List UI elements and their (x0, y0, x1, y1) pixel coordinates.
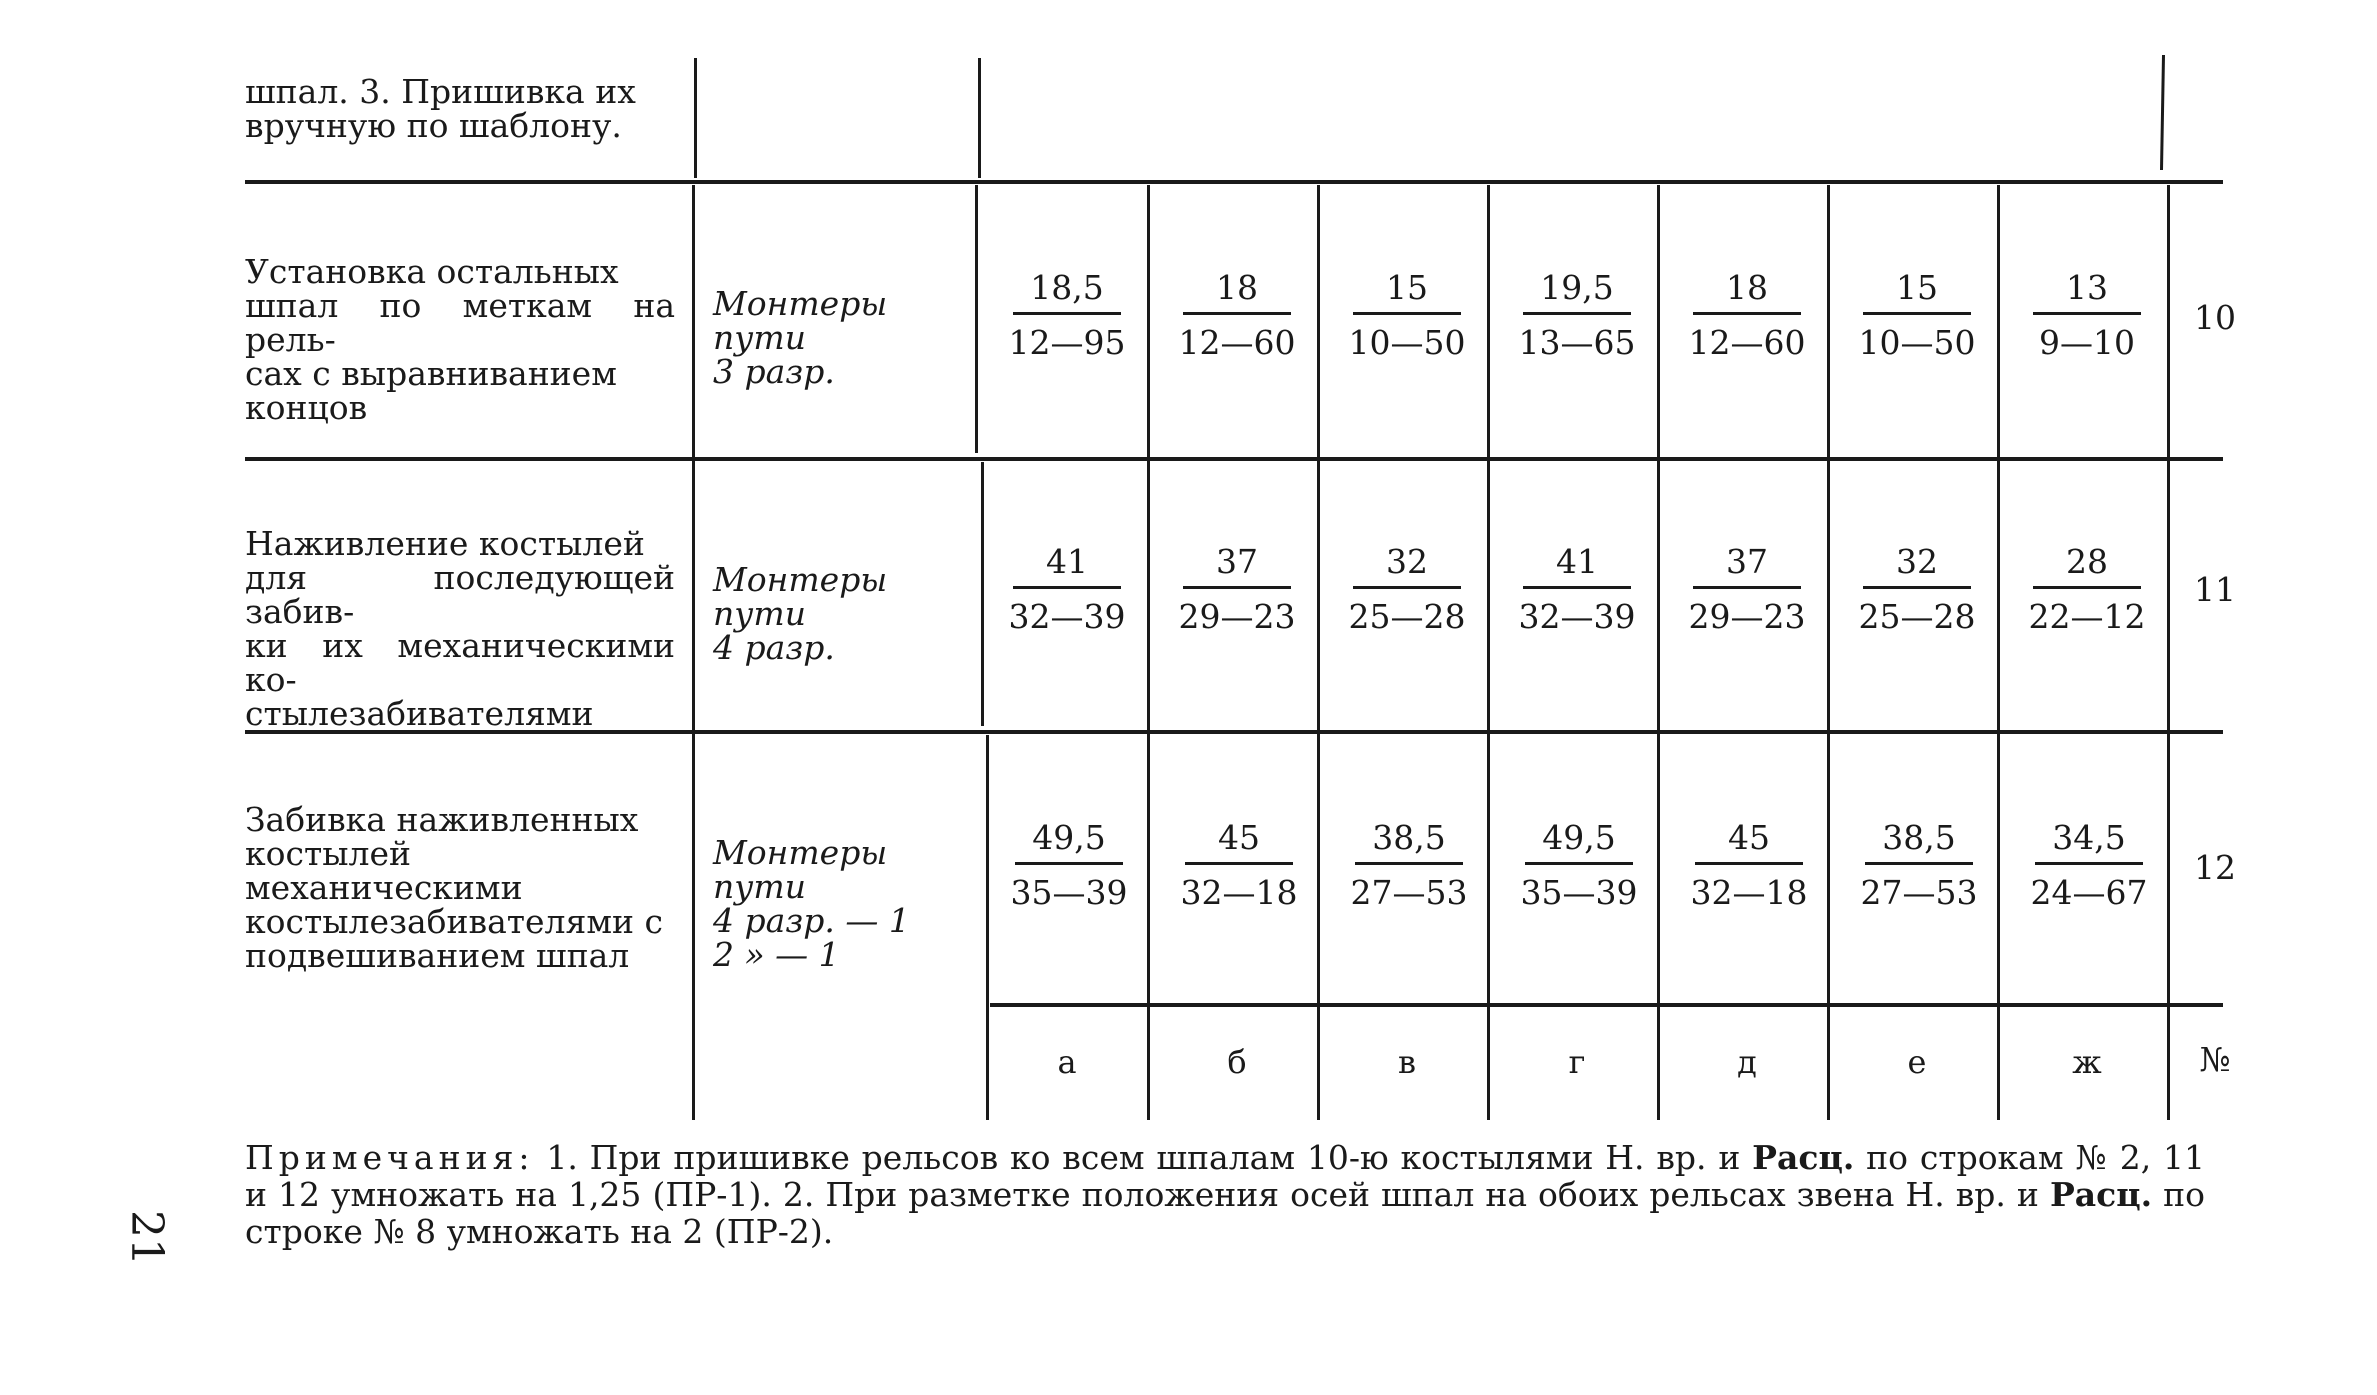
table-rule (1827, 185, 1830, 1120)
table-rule (1147, 185, 1150, 1120)
value-cell (1672, 268, 1822, 363)
column-letter: г (1568, 1043, 1586, 1081)
notes-text: 1. При пришивке рельсов ко всем шпалам 10-ю костылями Н. вр. и (534, 1138, 1753, 1177)
value-cell (1844, 818, 1994, 913)
description-line: сах с выравниванием (245, 354, 617, 393)
rate-value: 27—53 (1860, 873, 1978, 912)
description-line: шпал. 3. Пришивка их (245, 72, 636, 111)
notes-text: по строкам № 2, 11 и 12 умножать на 1,25 (ПР-1). 2. При разметке положения осей шпал на обоих рельсах звена Н. вр. и (245, 1138, 2216, 1214)
value-cell (1502, 542, 1652, 637)
rate-value: 29—23 (1178, 597, 1296, 636)
column-letter: ж (2072, 1043, 2102, 1081)
rate-value: 27—53 (1350, 873, 1468, 912)
column-letter: д (1737, 1043, 1757, 1081)
rate-value: 25—28 (1858, 597, 1976, 636)
value-cell (1332, 268, 1482, 363)
value-cell (1672, 542, 1822, 637)
value-cell (994, 818, 1144, 913)
norm-time: 49,5 (1032, 818, 1106, 857)
notes-bold: Расц. (2049, 1175, 2153, 1214)
norm-time: 37 (1216, 542, 1258, 581)
rate-value: 13—65 (1518, 323, 1636, 362)
value-cell (992, 542, 1142, 637)
workers-line: 3 разр. (713, 352, 835, 391)
workers-line: 2 » — 1 (713, 935, 840, 974)
norm-time: 15 (1896, 268, 1938, 307)
description-line: подвешиванием шпал (245, 936, 630, 975)
value-cell (1674, 818, 1824, 913)
rate-value: 25—28 (1348, 597, 1466, 636)
column-letter: б (1227, 1043, 1247, 1081)
number-column-header: № (2199, 1040, 2231, 1079)
table-rule (986, 735, 989, 1120)
description-line: Установка остальных (245, 252, 619, 291)
norm-time: 45 (1728, 818, 1770, 857)
value-cell (1332, 542, 1482, 637)
description-line: шпал по меткам на рель- (245, 286, 675, 359)
description-line: Забивка наживленных (245, 800, 639, 839)
value-cell (1502, 268, 1652, 363)
norm-time: 18 (1216, 268, 1258, 307)
description-line: Наживление костылей (245, 524, 645, 563)
table-rule (978, 58, 981, 178)
value-cell (992, 268, 1142, 363)
norm-time: 32 (1386, 542, 1428, 581)
value-cell (1504, 818, 1654, 913)
norm-time: 18 (1726, 268, 1768, 307)
norm-time: 28 (2066, 542, 2108, 581)
notes-heading: Примечания: (245, 1138, 535, 1177)
column-letter: в (1397, 1043, 1416, 1081)
table-rule (990, 1003, 2223, 1007)
rate-value: 9—10 (2039, 323, 2135, 362)
value-cell (1842, 268, 1992, 363)
page-number: 21 (121, 1210, 172, 1266)
norm-time: 18,5 (1030, 268, 1104, 307)
norm-time: 49,5 (1542, 818, 1616, 857)
table-rule (692, 185, 695, 1120)
norm-time: 37 (1726, 542, 1768, 581)
value-cell (1164, 818, 1314, 913)
notes-paragraph (245, 1138, 2216, 1251)
description-line: костылезабивателями с (245, 902, 663, 941)
row-number: 10 (2194, 298, 2236, 337)
workers-cell (713, 284, 963, 391)
value-cell (1162, 542, 1312, 637)
table-rule (981, 462, 984, 726)
norm-time: 34,5 (2052, 818, 2126, 857)
table-rule (1657, 185, 1660, 1120)
rate-value: 22—12 (2028, 597, 2146, 636)
description-line: стылезабивателями (245, 694, 594, 733)
rate-value: 12—95 (1008, 323, 1126, 362)
column-letter: а (1057, 1043, 1077, 1081)
table-rule (1487, 185, 1490, 1120)
row-description (245, 252, 675, 427)
table-rule (2167, 185, 2170, 1120)
norm-time: 15 (1386, 268, 1428, 307)
workers-line: 4 разр. (713, 628, 835, 667)
norm-time: 41 (1556, 542, 1598, 581)
workers-cell (713, 560, 963, 667)
row-number: 11 (2194, 570, 2236, 609)
row-description (245, 524, 675, 733)
table-rule (694, 58, 697, 178)
value-cell (2012, 542, 2162, 637)
description-line: вручную по шаблону. (245, 106, 622, 145)
workers-line: Монтеры пути (713, 560, 888, 633)
value-cell (1842, 542, 1992, 637)
norm-time: 38,5 (1882, 818, 1956, 857)
norm-time: 13 (2066, 268, 2108, 307)
description-line: ки их механическими ко- (245, 626, 675, 699)
workers-line: 4 разр. — 1 (713, 901, 910, 940)
rate-value: 35—39 (1010, 873, 1128, 912)
rate-value: 10—50 (1858, 323, 1976, 362)
rate-value: 12—60 (1178, 323, 1296, 362)
notes-bold: Расц. (1752, 1138, 1855, 1177)
row-number: 12 (2194, 848, 2236, 887)
description-line: костылей механическими (245, 834, 523, 907)
rate-value: 32—39 (1518, 597, 1636, 636)
description-line: для последующей забив- (245, 558, 675, 631)
rate-value: 12—60 (1688, 323, 1806, 362)
rate-value: 35—39 (1520, 873, 1638, 912)
table-rule (1317, 185, 1320, 1120)
workers-line: Монтеры пути (713, 833, 888, 906)
norm-time: 32 (1896, 542, 1938, 581)
table-rule (245, 180, 2223, 184)
rate-value: 29—23 (1688, 597, 1806, 636)
rate-value: 32—39 (1008, 597, 1126, 636)
column-letter: е (1907, 1043, 1927, 1081)
rate-value: 32—18 (1690, 873, 1808, 912)
rate-value: 32—18 (1180, 873, 1298, 912)
workers-line: Монтеры пути (713, 284, 888, 357)
norm-time: 45 (1218, 818, 1260, 857)
row-description (245, 800, 675, 975)
norm-time: 38,5 (1372, 818, 1446, 857)
value-cell (1162, 268, 1312, 363)
table-rule (245, 457, 2223, 461)
value-cell (2012, 268, 2162, 363)
rate-value: 24—67 (2030, 873, 2148, 912)
description-line: концов (245, 388, 368, 427)
rate-value: 10—50 (1348, 323, 1466, 362)
workers-cell (713, 833, 963, 974)
row-description-continued (245, 72, 675, 145)
table-rule (2160, 55, 2165, 170)
table-rule (1997, 185, 2000, 1120)
notes-text: по строке № 8 умножать на 2 (ПР-2). (245, 1175, 2216, 1251)
norm-time: 41 (1046, 542, 1088, 581)
table-rule (975, 185, 978, 453)
value-cell (1334, 818, 1484, 913)
norm-time: 19,5 (1540, 268, 1614, 307)
value-cell (2014, 818, 2164, 913)
